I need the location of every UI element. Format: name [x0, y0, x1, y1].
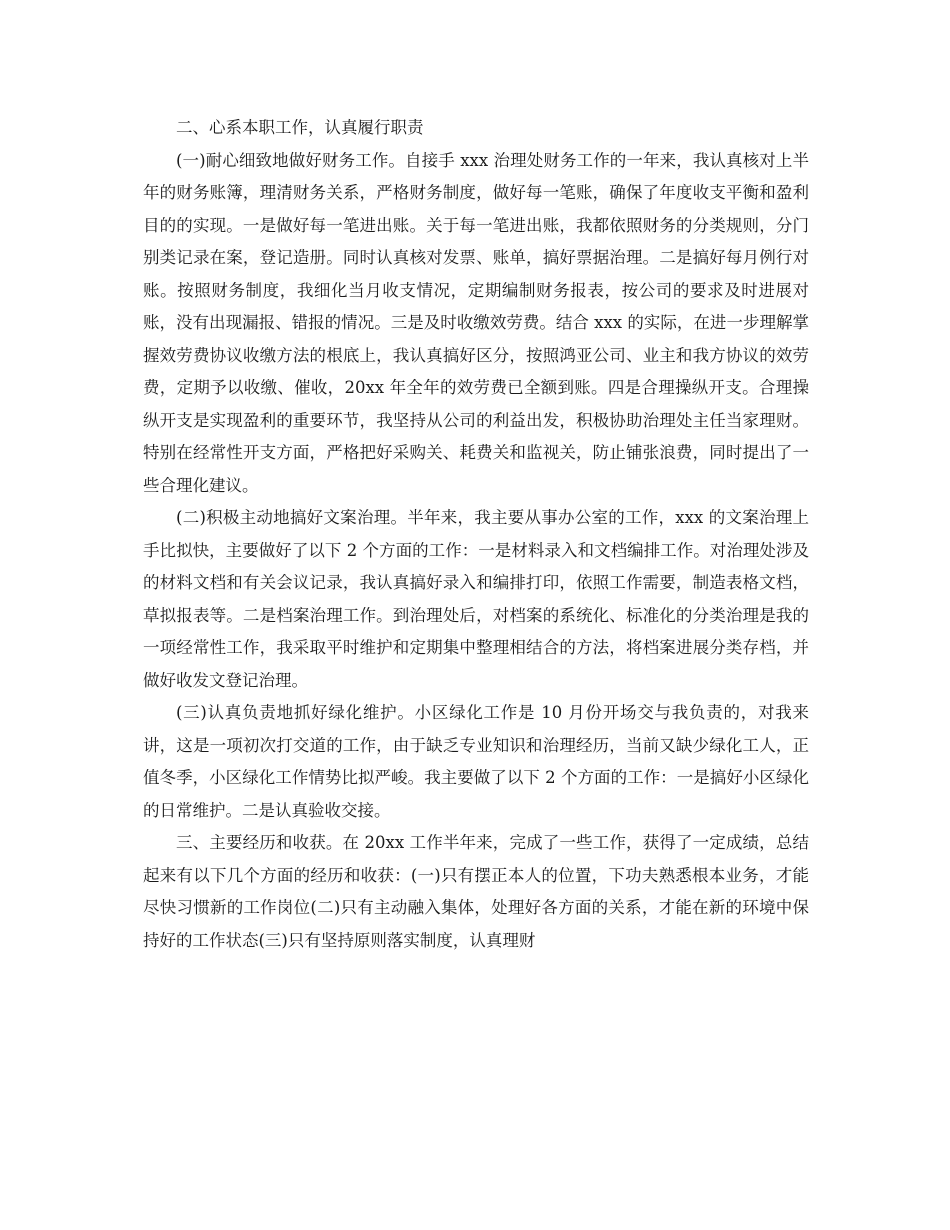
paragraph-experience-gains: 三、主要经历和收获。在 20xx 工作半年来，完成了一些工作，获得了一定成绩，总结起来有以下几个方面的经历和收获：(一)只有摆正本人的位置，下功夫熟悉根本业务，才能尽快习惯新的工作岗位(二)只有主动融入集体，处理好各方面的关系，才能在新的环境中保持好的工作状态(三)只有坚持原则落实制度，认真理财: [143, 833, 809, 950]
paragraph-document-management: (二)积极主动地搞好文案治理。半年来，我主要从事办公室的工作，xxx 的文案治理上手比拟快，主要做好了以下 2 个方面的工作：一是材料录入和文档编排工作。对治理处涉及的材料文档和有关会议记录，我认真搞好录入和编排打印，依照工作需要，制造表格文档，草拟报表等。二是档案治理工作。到治理处后，对档案的系统化、标准化的分类治理是我的一项经常性工作，我采取平时维护和定期集中整理相结合的方法，将档案进展分类存档，并做好收发文登记治理。: [143, 508, 809, 690]
paragraph-greening-maintenance: (三)认真负责地抓好绿化维护。小区绿化工作是 10 月份开场交与我负责的，对我来讲，这是一项初次打交道的工作，由于缺乏专业知识和治理经历，当前又缺少绿化工人，正值冬季，小区绿化工作情势比拟严峻。我主要做了以下 2 个方面的工作：一是搞好小区绿化的日常维护。二是认真验收交接。: [143, 703, 809, 820]
paragraph-finance-work: (一)耐心细致地做好财务工作。自接手 xxx 治理处财务工作的一年来，我认真核对上半年的财务账簿，理清财务关系，严格财务制度，做好每一笔账，确保了年度收支平衡和盈利目的的实现。一是做好每一笔进出账。关于每一笔进出账，我都依照财务的分类规则，分门别类记录在案，登记造册。同时认真核对发票、账单，搞好票据治理。二是搞好每月例行对账。按照财务制度，我细化当月收支情况，定期编制财务报表，按公司的要求及时进展对账，没有出现漏报、错报的情况。三是及时收缴效劳费。结合 xxx 的实际，在进一步理解掌握效劳费协议收缴方法的根底上，我认真搞好区分，按照鸿亚公司、业主和我方协议的效劳费，定期予以收缴、催收，20xx 年全年的效劳费已全额到账。四是合理操纵开支。合理操纵开支是实现盈利的重要环节，我坚持从公司的利益出发，积极协助治理处主任当家理财。特别在经常性开支方面，严格把好采购关、耗费关和监视关，防止铺张浪费，同时提出了一些合理化建议。: [143, 150, 809, 495]
section-heading: 二、心系本职工作，认真履行职责: [176, 118, 424, 137]
document-body: [143, 112, 809, 957]
